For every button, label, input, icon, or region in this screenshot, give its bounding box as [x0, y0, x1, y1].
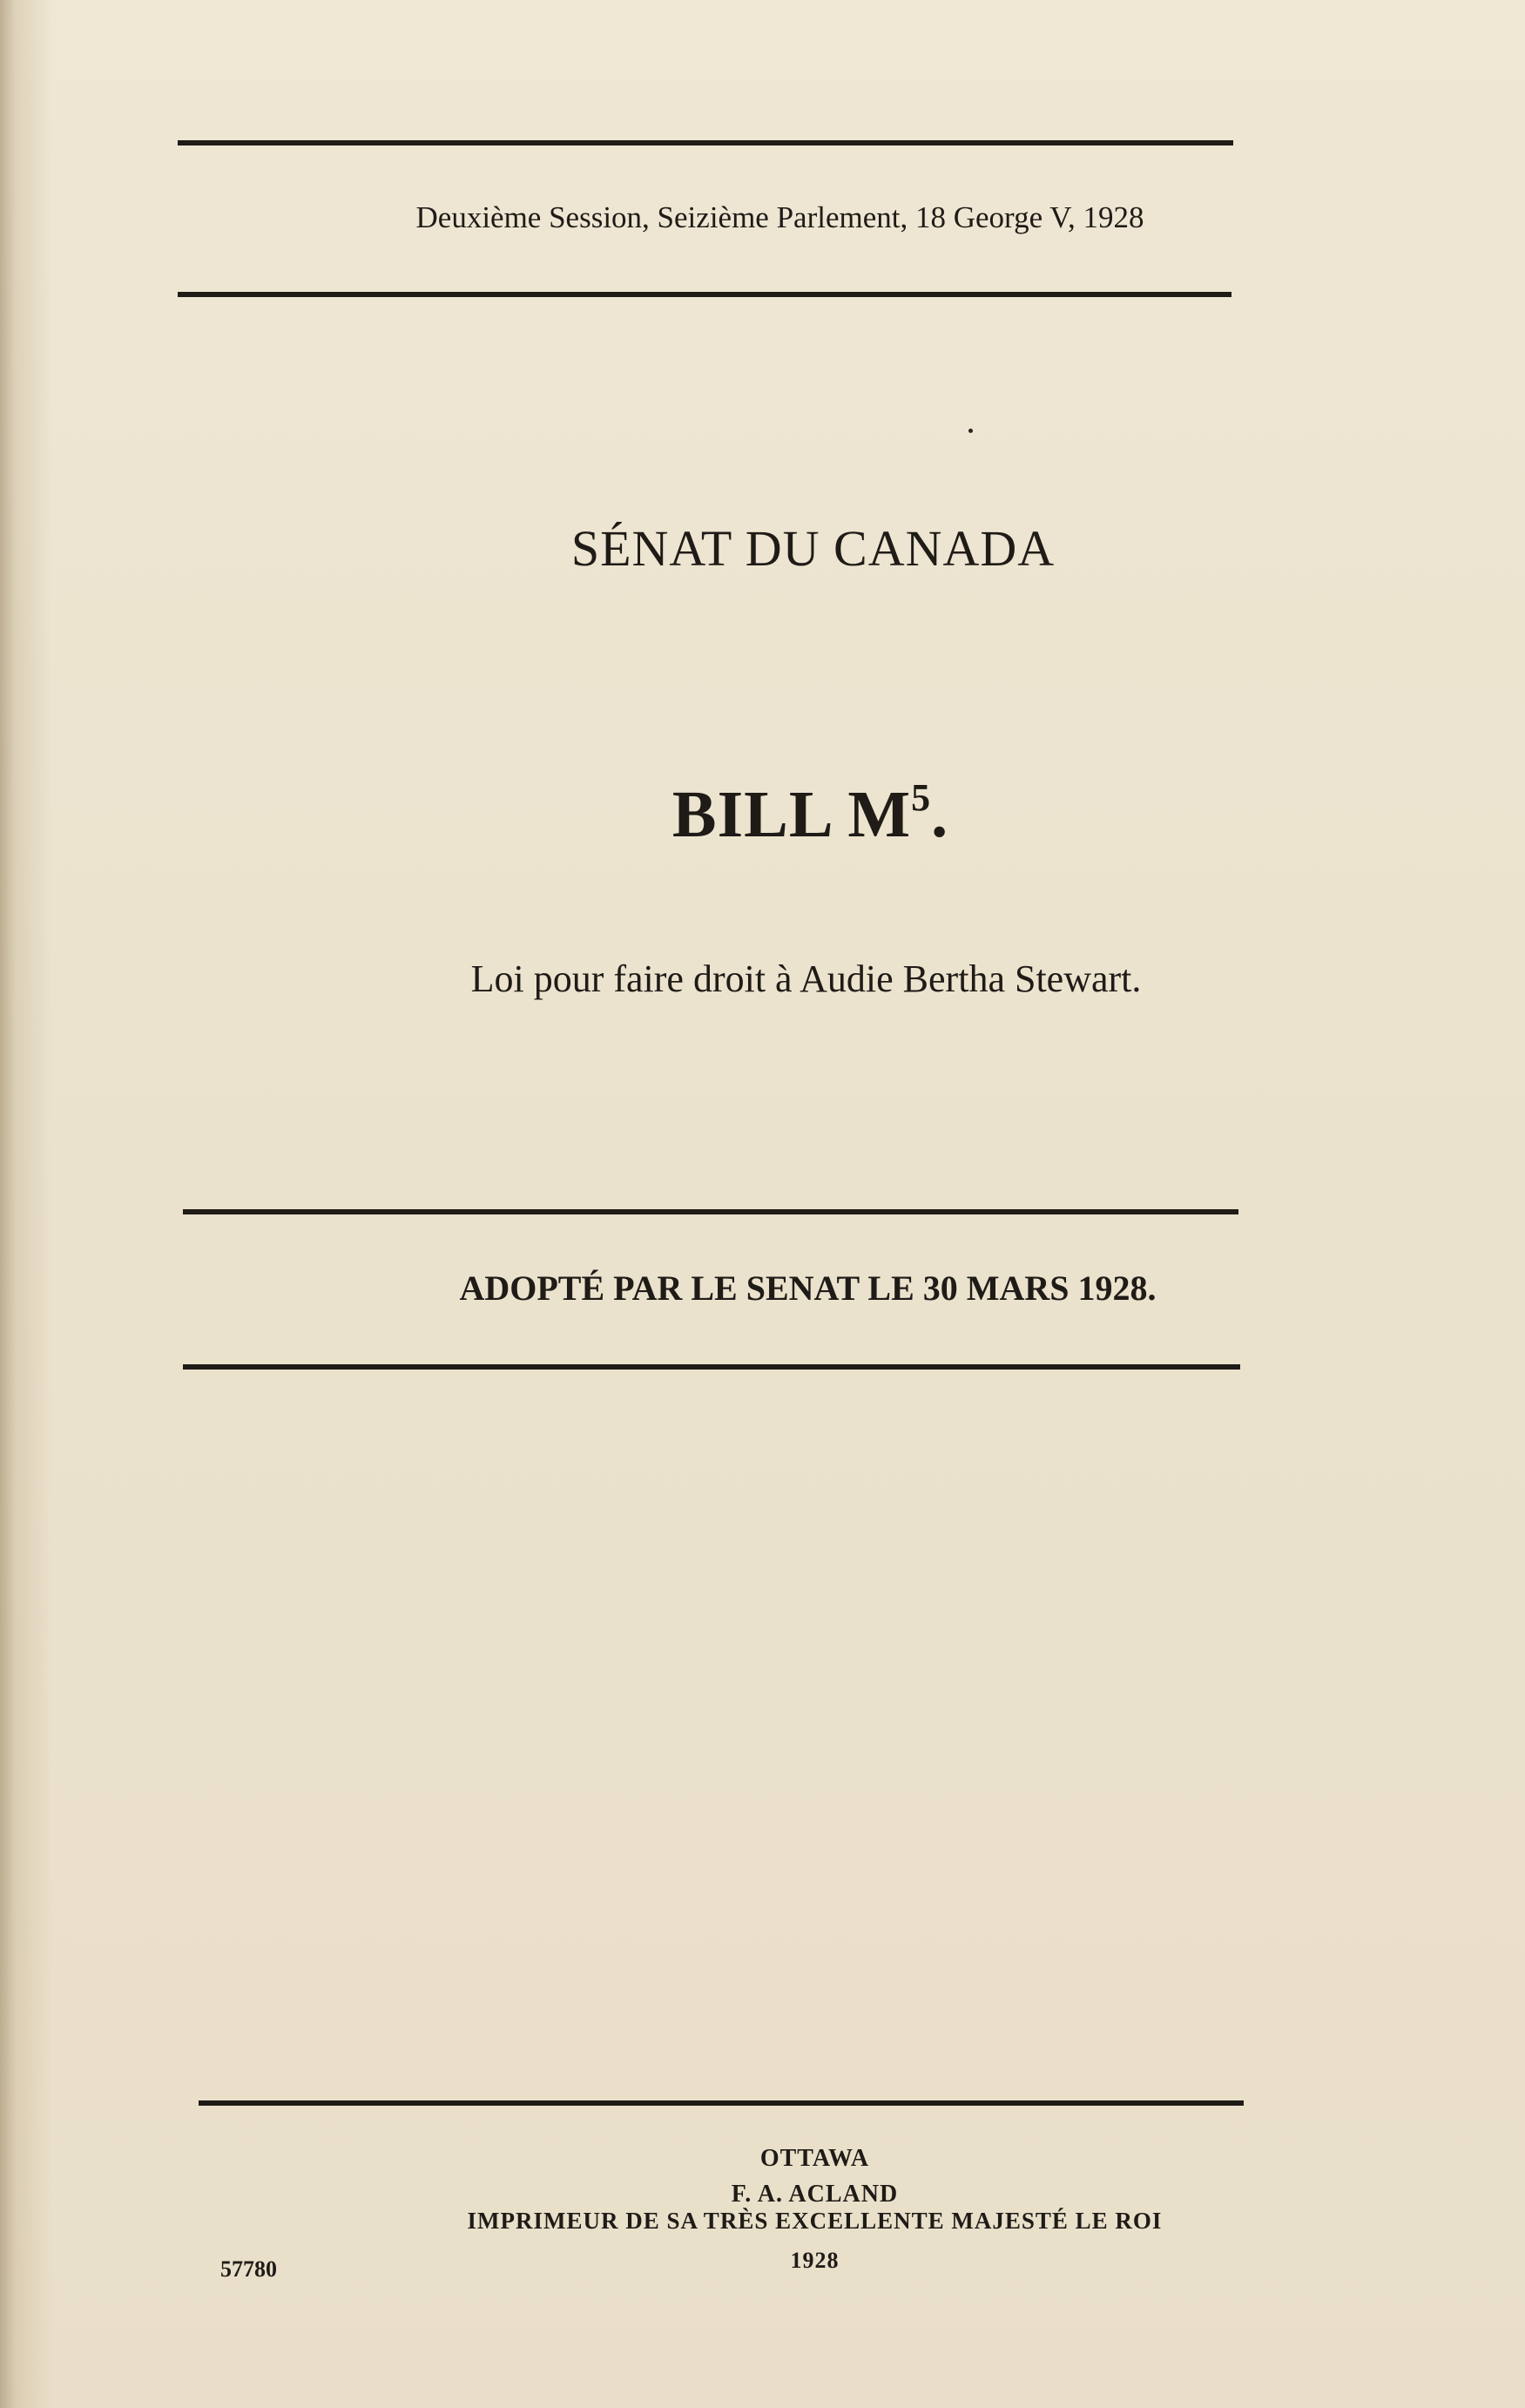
adopted-bottom-rule: [183, 1364, 1240, 1370]
bill-suffix: .: [931, 778, 949, 851]
imprint-printer: F. A. ACLAND: [731, 2181, 899, 2208]
bill-label: BILL M: [671, 778, 912, 851]
header-bottom-rule: [178, 292, 1231, 297]
bill-title: [48, 777, 1525, 853]
session-line: Deuxième Session, Seizième Parlement, 18 George V, 1928: [415, 200, 1144, 234]
imprint-year: 1928: [790, 2248, 840, 2273]
imprint-printer-title: IMPRIMEUR DE SA TRÈS EXCELLENTE MAJESTÉ LE ROI: [467, 2208, 1163, 2234]
adopted-line: ADOPTÉ PAR LE SENAT LE 30 MARS 1928.: [459, 1268, 1157, 1308]
institution-title: SÉNAT DU CANADA: [570, 520, 1056, 577]
bill-superscript: 5: [911, 775, 932, 819]
print-number: 57780: [220, 2256, 277, 2282]
adopted-top-rule: [183, 1209, 1238, 1214]
bill-subtitle: Loi pour faire droit à Audie Bertha Stewart.: [470, 957, 1142, 1000]
top-rule: [178, 140, 1233, 145]
imprint-top-rule: [199, 2100, 1244, 2106]
speck: [968, 429, 973, 433]
imprint-city: OTTAWA: [759, 2145, 870, 2172]
